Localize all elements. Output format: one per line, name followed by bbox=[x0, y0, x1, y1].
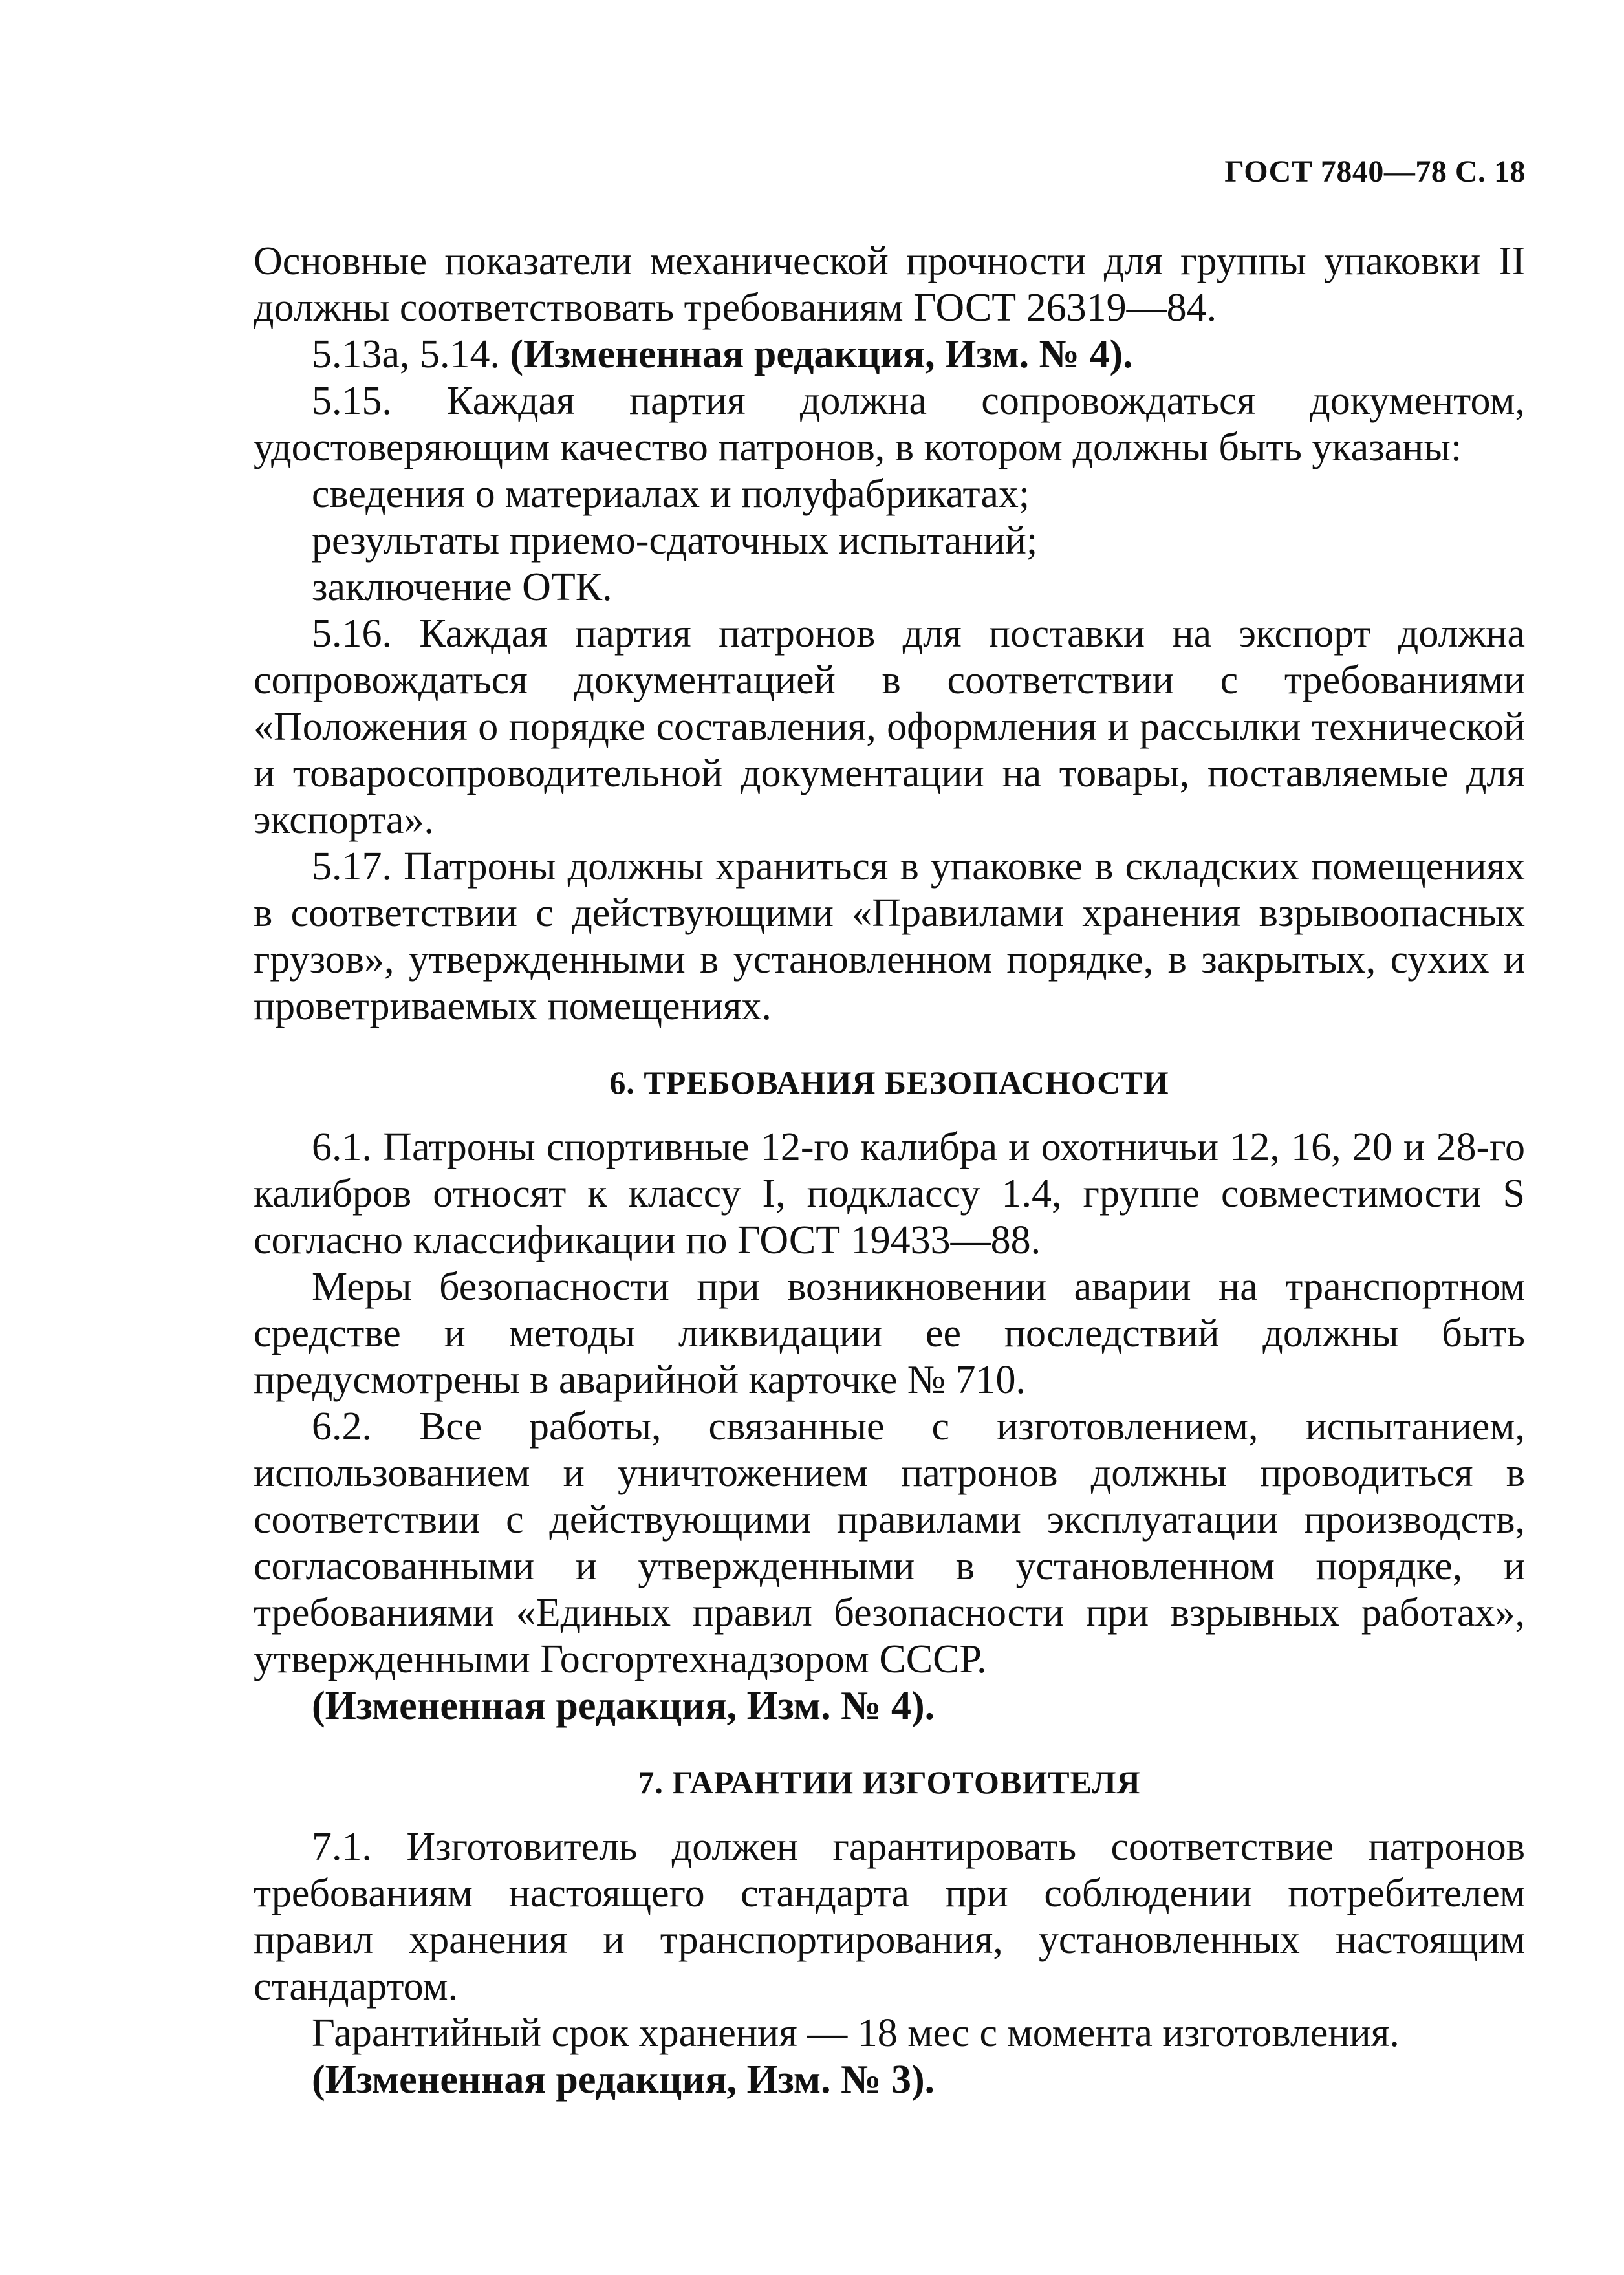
paragraph-packaging-strength: Основные показатели механической прочности для группы упаковки II должны соответствовать требованиям ГОСТ 26319—84. bbox=[254, 239, 1525, 330]
paragraph-safety-measures: Меры безопасности при возникновении аварии на транспортном средстве и методы ликвидации ее последствий должны быть предусмотрены в аварийной карточке № 710. bbox=[254, 1265, 1525, 1402]
list-item: заключение ОТК. bbox=[312, 565, 612, 609]
list-item: результаты приемо-сдаточных испытаний; bbox=[312, 519, 1038, 563]
page-body bbox=[254, 238, 1525, 2103]
paragraph-5-16: 5.16. Каждая партия патронов для поставки на экспорт должна сопровождаться документацией в соответствии с требованиями «Положения о порядке составления, оформления и рассылки технической и товаросопроводительной документации на товары, поставляемые для экспорта». bbox=[254, 612, 1525, 842]
paragraph-5-17: 5.17. Патроны должны храниться в упаковке в складских помещениях в соответствии с действующими «Правилами хранения взрывоопасных грузов», утвержденными в установленном порядке, в закрытых, сухих и проветриваемых помещениях. bbox=[254, 845, 1525, 1028]
paragraph-6-1: 6.1. Патроны спортивные 12-го калибра и охотничьи 12, 16, 20 и 28-го калибров относят к классу I, подклассу 1.4, группе совместимости S согласно классификации по ГОСТ 19433—88. bbox=[254, 1125, 1525, 1262]
paragraph-7-1: 7.1. Изготовитель должен гарантировать соответствие патронов требованиям настоящего стандарта при соблюдении потребителем правил хранения и транспортирования, установленных настоящим стандартом. bbox=[254, 1825, 1525, 2009]
paragraph-5-13a bbox=[254, 331, 1525, 378]
paragraph-5-15: 5.15. Каждая партия должна сопровождаться документом, удостоверяющим качество патронов, в котором должны быть указаны: bbox=[254, 379, 1525, 469]
list-item: сведения о материалах и полуфабрикатах; bbox=[312, 472, 1030, 516]
amendment-note: (Измененная редакция, Изм. № 4). bbox=[312, 1684, 935, 1728]
clause-number: 5.13а, 5.14. bbox=[312, 332, 501, 376]
paragraph-6-2: 6.2. Все работы, связанные с изготовлением, испытанием, использованием и уничтожением патронов должны проводиться в соответствии с действующими правилами эксплуатации производств, согласованными и утвержденными в установленном порядке, и требованиями «Единых правил безопасности при взрывных работах», утвержденными Госгортехнадзором СССР. bbox=[254, 1405, 1525, 1681]
amendment-note: (Измененная редакция, Изм. № 3). bbox=[312, 2058, 935, 2102]
paragraph-warranty-period: Гарантийный срок хранения — 18 мес с момента изготовления. bbox=[312, 2011, 1400, 2055]
section-heading-safety: 6. ТРЕБОВАНИЯ БЕЗОПАСНОСТИ bbox=[609, 1064, 1169, 1101]
page-header: ГОСТ 7840—78 С. 18 bbox=[1224, 155, 1526, 189]
section-heading-warranty: 7. ГАРАНТИИ ИЗГОТОВИТЕЛЯ bbox=[638, 1764, 1141, 1800]
amendment-note: (Измененная редакция, Изм. № 4). bbox=[510, 332, 1133, 376]
